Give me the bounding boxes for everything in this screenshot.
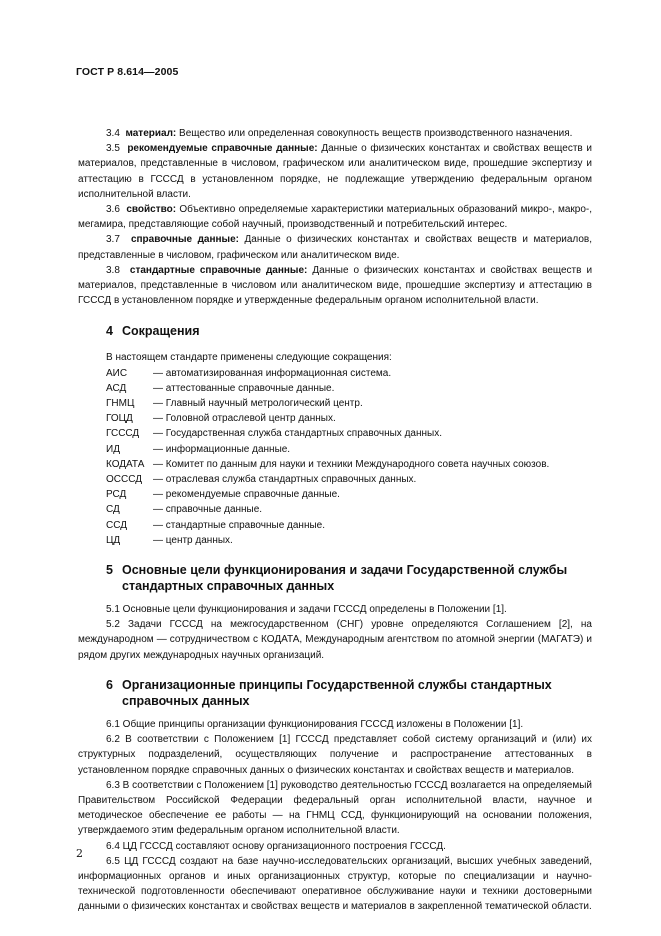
paragraph-6-1: 6.1 Общие принципы организации функционирования ГСССД изложены в Положении [1].: [106, 718, 524, 730]
list-item: РСД — рекомендуемые справочные данные.: [106, 489, 340, 501]
section-6-heading: 6 Организационные принципы Государственной службы стандартных справочных данных: [106, 677, 552, 708]
definition-3-8: 3.8 стандартные справочные данные: Данные о физических константах и свойствах веществ и материалов, представленные в числовом или аналитическом виде, прошедшие экспертизу и аттестацию в ГСССД в установленном порядке и утвержденные федеральным органом исполнительной власти.: [78, 264, 593, 307]
definition-term: справочные данные:: [130, 234, 239, 246]
section-5-heading: 5 Основные цели функционирования и задачи Государственной службы стандартных справочных данных: [106, 563, 568, 594]
paragraph-6-2: 6.2 В соответствии с Положением [1] ГСССД представляет собой систему организаций и (или) их структурных подразделений, осуществляющих получение и распространение аттестованных в установленном порядке справочных данных о физических константах и свойствах веществ и материалов.: [78, 734, 592, 776]
paragraph-6-3: 6.3 В соответствии с Положением [1] руководство деятельностью ГСССД возлагается на определяемый Правительством Российской Федерации федеральный орган исполнительной власти, научное и методическое обеспечение ее работы — на ГНМЦ ССД, функционирующий на основании положения, утверждаемого этим федеральным органом исполнительной власти.: [78, 779, 592, 837]
paragraph-5-2: 5.2 Задачи ГСССД на межгосударственном (СНГ) уровне определяются Соглашением [2], на международном — сотрудничеством с КОДАТА, Международным агентством по атомной энергии (МАГАТЭ) и рядом других международных научных организаций.: [78, 619, 592, 661]
definition-term: рекомендуемые справочные данные:: [127, 143, 318, 155]
list-item: КОДАТА — Комитет по данным для науки и техники Международного совета научных союзов.: [106, 458, 550, 470]
paragraph-6-5: 6.5 ЦД ГСССД создают на базе научно-исследовательских организаций, высших учебных заведений, информационных органов и иных организационных структур, которые по специализации и научно-технической подготовленности обеспечивают оперативное обслуживание науки и техники достоверными данными о физических константах и свойствах веществ и материалов в закрепленной тематической области.: [78, 855, 592, 913]
definition-3-4: 3.4 материал: Вещество или определенная совокупность веществ производственного назначения.: [106, 128, 573, 139]
page-number: 2: [76, 847, 83, 860]
list-item: ГНМЦ — Главный научный метрологический центр.: [106, 398, 363, 410]
definition-term: стандартные справочные данные:: [129, 264, 308, 276]
section-5: [78, 562, 592, 663]
paragraph-5-1: 5.1 Основные цели функционирования и задачи ГСССД определены в Положении [1].: [106, 604, 507, 616]
list-item: ССД — стандартные справочные данные.: [106, 519, 326, 531]
document-header: ГОСТ Р 8.614—2005: [76, 66, 179, 78]
list-item: ГСССД — Государственная служба стандартных справочных данных.: [106, 428, 442, 440]
abbreviations-list: [78, 366, 592, 548]
definition-3-7: 3.7 справочные данные: Данные о физических константах и свойствах веществ и материалов, представленные в числовом, графическом или аналитическом виде.: [78, 234, 593, 261]
paragraph-6-4: 6.4 ЦД ГСССД составляют основу организационного построения ГСССД.: [106, 840, 446, 852]
list-item: СД — справочные данные.: [106, 504, 263, 516]
document-body: [78, 126, 592, 915]
section-4-heading: 4 Сокращения: [106, 324, 200, 339]
definitions-block: [78, 126, 592, 308]
definition-term: материал:: [125, 128, 177, 139]
definition-3-5: 3.5 рекомендуемые справочные данные: Данные о физических константах и свойствах веществ и материалов, представленные в числовом, графическом или аналитическом виде, прошедшие экспертизу и аттестацию в ГСССД в установленном порядке, не подлежащие утверждению федеральным органом исполнительной власти.: [78, 143, 593, 200]
section-6: [78, 677, 592, 915]
list-item: ГОЦД — Головной отраслевой центр данных.: [106, 413, 336, 425]
list-item: ОСССД — отраслевая служба стандартных справочных данных.: [106, 474, 417, 486]
list-item: АСД — аттестованные справочные данные.: [106, 382, 335, 394]
abbreviations-intro: В настоящем стандарте применены следующие сокращения:: [106, 352, 392, 364]
list-item: АИС — автоматизированная информационная система.: [106, 367, 392, 379]
list-item: ИД — информационные данные.: [106, 443, 291, 455]
list-item: ЦД — центр данных.: [106, 534, 233, 546]
section-4: [78, 323, 592, 548]
definition-term: свойство:: [126, 204, 177, 216]
definition-3-6: 3.6 свойство: Объективно определяемые характеристики материальных образований микро-, макро-, мегамира, представляющие собой научный, производственный и потребительский интерес.: [78, 204, 592, 231]
